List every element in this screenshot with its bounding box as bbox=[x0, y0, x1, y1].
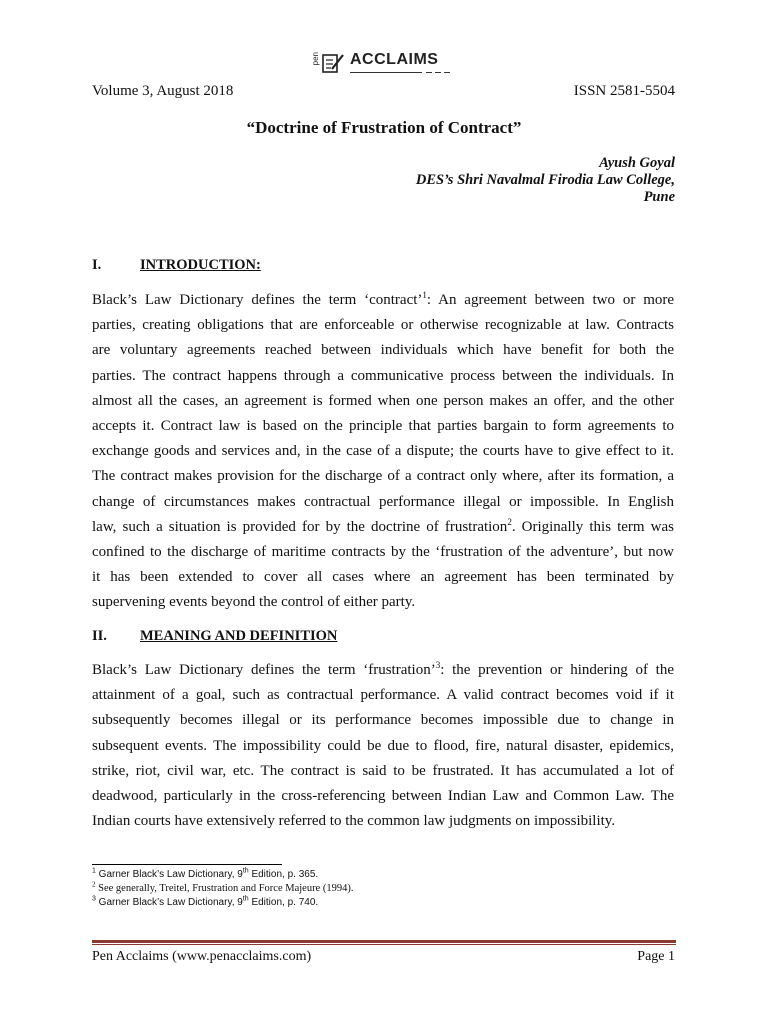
text-line: Indian courts have extensively referred to the common law judgments on impossibility. bbox=[92, 813, 616, 830]
page-number: Page 1 bbox=[637, 949, 675, 964]
introduction-paragraph bbox=[92, 288, 674, 615]
section-number: I. bbox=[92, 257, 102, 273]
text-line: accepts it. Contract law is based on the principle that parties bargain to form agreements to bbox=[92, 417, 674, 434]
volume-info: Volume 3, August 2018 bbox=[92, 83, 234, 99]
meaning-paragraph bbox=[92, 658, 674, 834]
footnote-item: $^1$ Garner Black’s Law Dictionary, 9th Edition, p. 365. bbox=[92, 867, 319, 880]
text-line: The contract makes provision for the discharge of a contract only where, after its formation, a bbox=[92, 468, 674, 485]
text-line: subsequent events. The impossibility could be due to flood, fire, natural disaster, epidemics, bbox=[92, 737, 674, 754]
text-line: Black’s Law Dictionary defines the term ‘contract’$^1$: An agreement between two or more bbox=[92, 290, 675, 308]
footnote-mark: 3 bbox=[92, 895, 96, 903]
text-line: strike, riot, civil war, etc. The contract is said to be frustrated. It has accumulated a lot of bbox=[92, 762, 674, 779]
text-line: supervening events beyond the control of either party. bbox=[92, 594, 416, 611]
author-affiliation: DES’s Shri Navalmal Firodia Law College, bbox=[415, 172, 675, 188]
author-name: Ayush Goyal bbox=[599, 155, 675, 171]
text-line: parties, creating obligations that are enforceable or otherwise recognizable at law. Contracts bbox=[92, 317, 674, 334]
footnote-mark: 2 bbox=[92, 880, 96, 889]
text-line: parties. The contract happens through a communicative process between the individuals. In bbox=[92, 367, 674, 384]
text-line: change of circumstances makes contractual performance illegal or impossible. In English bbox=[92, 493, 674, 510]
text-line: confined to the discharge of maritime contracts by the ‘frustration of the adventure’, but now bbox=[92, 543, 674, 560]
section-heading-meaning bbox=[92, 628, 337, 645]
footer-site: Pen Acclaims (www.penacclaims.com) bbox=[92, 949, 312, 964]
footer-rule bbox=[92, 940, 676, 943]
paper-title: “Doctrine of Frustration of Contract” bbox=[246, 118, 522, 137]
edition-ordinal: th bbox=[242, 895, 249, 903]
section-heading-introduction bbox=[92, 257, 261, 274]
text-line: are voluntary agreements reached between individuals which have benefit for both the bbox=[92, 342, 674, 359]
footnote-ref[interactable]: 1 bbox=[422, 290, 427, 300]
text-line: Black’s Law Dictionary defines the term ‘frustration’$^3$: the prevention or hindering of the bbox=[92, 660, 674, 678]
footer-rule-thin bbox=[92, 944, 676, 945]
text-line: it has been extended to cover all cases where an agreement has been terminated by bbox=[92, 569, 674, 586]
footnote-mark: 1 bbox=[92, 867, 96, 875]
author-city: Pune bbox=[643, 189, 675, 205]
logo-dash bbox=[444, 72, 450, 73]
text-line: law, such a situation is provided for by the doctrine of frustration$^2$. Originally this term was bbox=[92, 516, 674, 535]
logo-dash bbox=[426, 72, 432, 73]
footnote-ref[interactable]: 3 bbox=[435, 660, 441, 670]
author-block bbox=[416, 155, 675, 206]
edition-ordinal: th bbox=[242, 867, 249, 875]
issn-info: ISSN 2581-5504 bbox=[573, 83, 675, 99]
journal-logo bbox=[312, 50, 462, 80]
text-line: exchange goods and services and, in the case of a dispute; the courts have to give effect to it. bbox=[92, 443, 674, 460]
section-title: MEANING AND DEFINITION bbox=[140, 628, 338, 644]
section-title: INTRODUCTION: bbox=[140, 257, 261, 273]
pen-paper-icon bbox=[322, 52, 346, 74]
footnote-item: $^3$ Garner Black’s Law Dictionary, 9th Edition, p. 740. bbox=[92, 895, 319, 908]
text-line: deadwood, particularly in the cross-referencing between Indian Law and Common Law. The bbox=[92, 787, 674, 804]
footnote-ref[interactable]: 2 bbox=[507, 516, 512, 527]
text-line: attainment of a goal, such as contractual performance. A valid contract becomes void if it bbox=[92, 687, 674, 704]
logo-brand-text: ACCLAIMS bbox=[350, 51, 439, 68]
section-number: II. bbox=[92, 628, 107, 644]
text-line: almost all the cases, an agreement is formed when one person makes an offer, and the other bbox=[92, 392, 674, 409]
footnote-separator bbox=[92, 864, 282, 865]
logo-dash bbox=[435, 72, 441, 73]
logo-pen-label: pen bbox=[311, 52, 320, 66]
footnote-item: $^2$ See generally, Treitel, Frustration and Force Majeure (1994). bbox=[92, 880, 354, 894]
logo-underline bbox=[350, 72, 422, 73]
text-line: subsequently becomes illegal or its performance becomes impossible due to change in bbox=[92, 712, 674, 729]
